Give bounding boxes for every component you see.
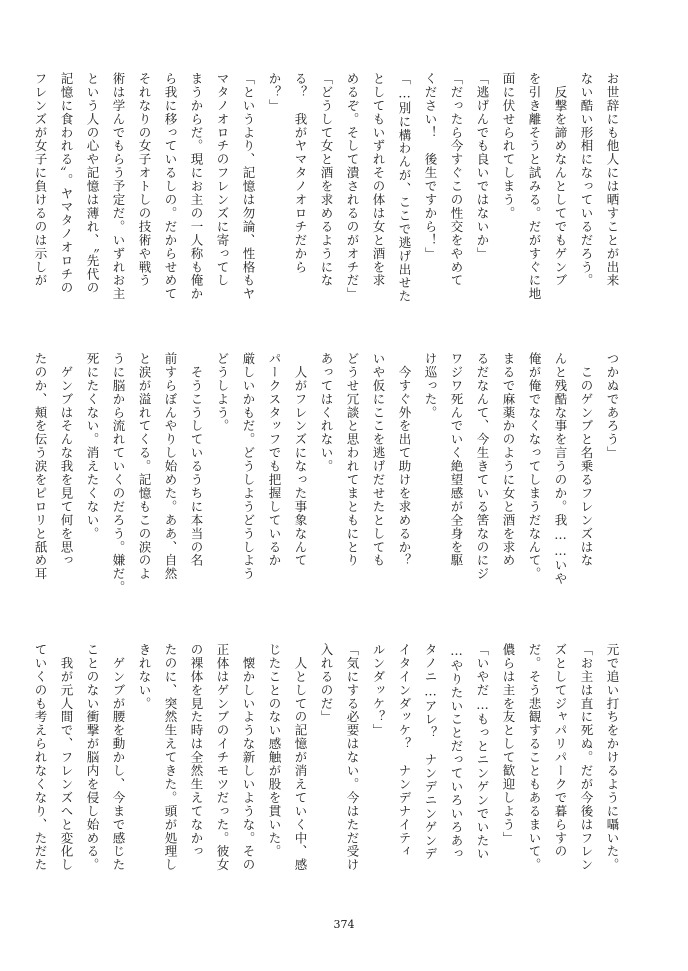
text-line: お世辞にも他人には晒すことが出来 [605, 72, 620, 288]
text-line: るだなんて、今生きている筈なのにジ [475, 352, 490, 581]
text-line: たのに、突然生えてきた。頭が処理し [163, 643, 178, 872]
text-line: このゲンブと名乗るフレンズはな [579, 352, 594, 568]
text-line: パークスタッフでも把握しているか [267, 352, 282, 568]
text-line: ワジワ死んでいく絶望感が全身を駆 [449, 352, 464, 568]
text-line: 「だったら今すぐこの性交をやめて [449, 72, 464, 288]
text-line: どうせ冗談と思われてまともにとり [345, 352, 360, 568]
text-line: 入れるのだ」 [319, 643, 334, 724]
text-line: タノニ…アレ？ ナンデニンゲンデ [423, 643, 438, 861]
text-block-upper [33, 72, 625, 330]
text-line: という人の心や記憶は薄れ、〝先代の [85, 72, 100, 295]
text-line: 俺が俺でなくなってしまうだなんて。 [527, 352, 542, 581]
text-line: 「どうして女と酒を求めるようにな [319, 72, 334, 288]
text-line: だ。そう悲観することもあるまいて。 [527, 643, 542, 872]
text-line: つかぬであろう」 [605, 352, 620, 460]
text-line: 元で追い打ちをかけるように囁いた。 [605, 643, 620, 872]
text-line: ら我に移っているしの。だからせめて [163, 72, 178, 301]
text-line: 儂らは主を友として歓迎しよう」 [501, 643, 516, 845]
text-line: ゲンブはそんな我を見て何を思っ [59, 352, 74, 568]
text-line: 術は学んでもらう予定だ。いずれお主 [111, 72, 126, 301]
text-line: 人としての記憶が消えていく中、感 [293, 643, 308, 872]
text-line: ない酷い形相になっているだろう。 [579, 72, 594, 288]
text-line: んと残酷な事を言うのか。我……いや [553, 352, 568, 586]
text-line: ゲンブが腰を動かし、今まで感じた [111, 643, 126, 872]
text-line: あってはくれない。 [319, 352, 334, 474]
text-line: ていくのも考えられなくなり、ただた [33, 643, 48, 872]
text-line: 「というより、記憶は勿論、性格もヤ [241, 72, 256, 301]
text-line: いや仮にここを逃げだせたとしても [371, 352, 386, 568]
text-line: 面に伏せられてしまう。 [501, 72, 516, 220]
text-line: け巡った。 [423, 352, 438, 420]
text-line: 厳しいかもだ。どうしようどうしよう [241, 352, 256, 581]
text-line: ことのない衝撃が脳内を侵し始める。 [85, 643, 100, 872]
text-line: そうこうしているうちに本当の名 [189, 352, 204, 568]
text-line: イタインダッケ？ ナンデナイティ [397, 643, 412, 859]
text-line: フレンズが女子に負けるのは示しが [33, 72, 48, 288]
text-line: 懐かしいような新しいような。その [241, 643, 256, 872]
text-line: マタノオロチのフレンズに寄ってし [215, 72, 230, 288]
text-line: 我が元人間で、フレンズへと変化し [59, 643, 74, 872]
text-line: うに脳から流れていくのだろう。嫌だ。 [111, 352, 126, 595]
text-line: それなりの女子オトしの技術や戦う [137, 72, 152, 288]
text-line: としてもいずれその体は女と酒を求 [371, 72, 386, 288]
text-line: の裸体を見た時は全然生えてなかっ [189, 643, 204, 859]
text-line: どうしよう。 [215, 352, 230, 433]
text-line: る？ 我がヤマタノオロチだから [293, 72, 308, 274]
text-line: 「気にする必要はない。今はただ受け [345, 643, 360, 872]
text-line: ルンダッケ？」 [371, 643, 386, 738]
page-number: 374 [333, 918, 355, 931]
text-line: 「お主は直に死ぬ。だが今後はフレン [579, 643, 594, 872]
text-line: 正体はゲンブのイチモツだった。彼女 [215, 643, 230, 872]
text-line: めるぞ。そして潰されるのがオチだ」 [345, 72, 360, 301]
text-line: 死にたくない。消えたくない。 [85, 352, 100, 541]
text-line: …やりたいことだっていろいろあっ [449, 643, 464, 861]
text-line: と涙が溢れてくる。記憶もこの涙のよ [137, 352, 152, 581]
text-line: まうからだ。現にお主の一人称も俺か [189, 72, 204, 301]
text-line: 「逃げんでも良いではないか」 [475, 72, 490, 261]
text-line: まるで麻薬かのように女と酒を求め [501, 352, 516, 568]
text-line: 「…別に構わんが、ここで逃げ出せた [397, 72, 412, 304]
text-line: 反撃を諦めなんとしてでもゲンブ [553, 72, 568, 288]
text-line: ください！ 後生ですから！」 [423, 72, 438, 261]
text-line: 前すらぼんやりし始めた。ああ、自然 [163, 352, 178, 581]
text-line: 「いやだ…もっとニンゲンでいたい [475, 643, 490, 861]
text-line: ズとしてジャパリパークで暮らすの [553, 643, 568, 859]
text-line: を引き離そうと試みる。だがすぐに地 [527, 72, 542, 301]
text-block-lower [33, 643, 625, 893]
text-line: 人がフレンズになった事象なんて [293, 352, 308, 568]
text-line: きれない。 [137, 643, 152, 711]
text-line: か？」 [267, 72, 282, 113]
text-line: 記憶に食われる〟。ヤマタノオロチの [59, 72, 74, 295]
text-block-middle [33, 352, 625, 610]
text-line: たのか、頬を伝う涙をピロリと舐め耳 [33, 352, 48, 581]
text-line: 今すぐ外を出て助けを求めるか？ [397, 352, 412, 568]
text-line: じたことのない感触が股を貫いた。 [267, 643, 282, 859]
